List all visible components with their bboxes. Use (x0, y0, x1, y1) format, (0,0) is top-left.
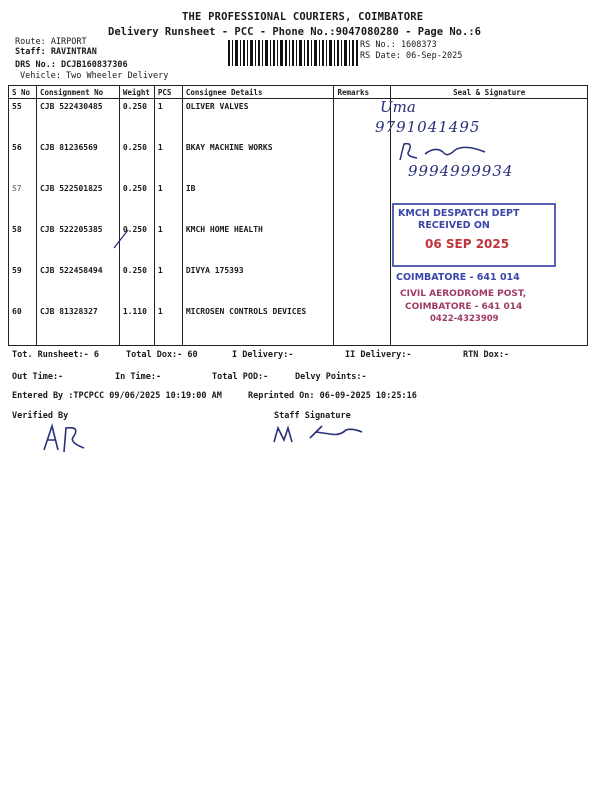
out-time: Out Time:- (12, 372, 64, 382)
row-pcs: 1 (154, 140, 182, 181)
barcode-icon (228, 22, 358, 68)
row-pcs: 1 (154, 263, 182, 304)
verified-by-label: Verified By (12, 411, 69, 421)
row-weight: 0.250 (119, 181, 154, 222)
handwritten-phone-1: 9791041495 (375, 118, 481, 136)
tick-mark-icon (112, 228, 132, 250)
col-pcs: PCS (154, 86, 182, 99)
staff-label: Staff: RAVINTRAN (15, 47, 97, 57)
row-consignment: CJB 81236569 (36, 140, 119, 181)
row-consignee: IB (182, 181, 334, 222)
row-sno: 55 (9, 99, 37, 141)
staff-signature-label: Staff Signature (274, 411, 351, 421)
stamp-date: 06 SEP 2025 (425, 237, 510, 251)
row-consignee: OLIVER VALVES (182, 99, 334, 141)
row-weight: 0.250 (119, 222, 154, 263)
handwritten-phone-2: 9994999934 (408, 162, 514, 180)
verified-signature-icon (40, 422, 100, 456)
col-weight: Weight (119, 86, 154, 99)
row-consignee: BKAY MACHINE WORKS (182, 140, 334, 181)
table-header-row (9, 86, 588, 99)
row-weight: 1.110 (119, 304, 154, 346)
row-pcs: 1 (154, 222, 182, 263)
row-remarks (334, 263, 391, 304)
row-sno: 57 (9, 181, 37, 222)
row-sno: 59 (9, 263, 37, 304)
col-sno: S No (9, 86, 37, 99)
company-title: THE PROFESSIONAL COURIERS, COIMBATORE (182, 11, 424, 23)
entered-by: Entered By :TPCPCC 09/06/2025 10:19:00 AM (12, 391, 222, 401)
stamp-dept: KMCH DESPATCH DEPT (398, 208, 520, 219)
row-weight: 0.250 (119, 140, 154, 181)
row-sno: 60 (9, 304, 37, 346)
row-weight: 0.250 (119, 99, 154, 141)
row-consignment: CJB 522501825 (36, 181, 119, 222)
row-pcs: 1 (154, 181, 182, 222)
total-pod: Total POD:- (212, 372, 269, 382)
row-consignee: MICROSEN CONTROLS DEVICES (182, 304, 334, 346)
reprinted-on: Reprinted On: 06-09-2025 10:25:16 (248, 391, 417, 401)
stamp-city: COIMBATORE - 641 014 (396, 272, 520, 283)
row-remarks (334, 181, 391, 222)
row-pcs: 1 (154, 99, 182, 141)
total-dox: Total Dox:- 60 (126, 350, 198, 360)
row-sno: 56 (9, 140, 37, 181)
staff-signature-icon (270, 422, 380, 448)
delvy-points: Delvy Points:- (295, 372, 367, 382)
row-consignment: CJB 522430485 (36, 99, 119, 141)
stamp-post-city: COIMBATORE - 641 014 (405, 302, 523, 312)
route-label: Route: AIRPORT (15, 37, 87, 47)
rtn-dox: RTN Dox:- (463, 350, 510, 360)
stamp-received: RECEIVED ON (418, 220, 490, 231)
col-remarks: Remarks (334, 86, 391, 99)
i-delivery: I Delivery:- (232, 350, 294, 360)
drs-number: DRS No.: DCJB160837306 (15, 60, 128, 70)
stamp-post: CIVIL AERODROME POST, (400, 289, 527, 299)
handwritten-name: Uma (380, 98, 416, 116)
row-weight: 0.250 (119, 263, 154, 304)
vehicle-label: Vehicle: Two Wheeler Delivery (20, 71, 169, 81)
row-sno: 58 (9, 222, 37, 263)
col-seal: Seal & Signature (391, 86, 588, 99)
row-remarks (334, 304, 391, 346)
col-consignment: Consignment No (36, 86, 119, 99)
col-consignee: Consignee Details (182, 86, 334, 99)
row-consignment: CJB 81328327 (36, 304, 119, 346)
total-runsheet: Tot. Runsheet:- 6 (12, 350, 99, 360)
runsheet-subtitle: Delivery Runsheet - PCC - Phone No.:9047080280 - Page No.:6 (108, 26, 481, 38)
rs-date: RS Date: 06-Sep-2025 (360, 51, 463, 61)
ii-delivery: II Delivery:- (345, 350, 412, 360)
row-remarks (334, 140, 391, 181)
row-pcs: 1 (154, 304, 182, 346)
row-consignee: KMCH HOME HEALTH (182, 222, 334, 263)
row-consignment: CJB 522458494 (36, 263, 119, 304)
row-consignee: DIVYA 175393 (182, 263, 334, 304)
row-consignment: CJB 522205385 (36, 222, 119, 263)
rs-number: RS No.: 1608373 (360, 40, 437, 50)
in-time: In Time:- (115, 372, 162, 382)
stamp-phone: 0422-4323909 (430, 314, 499, 324)
table-row (9, 99, 588, 141)
row-remarks (334, 222, 391, 263)
